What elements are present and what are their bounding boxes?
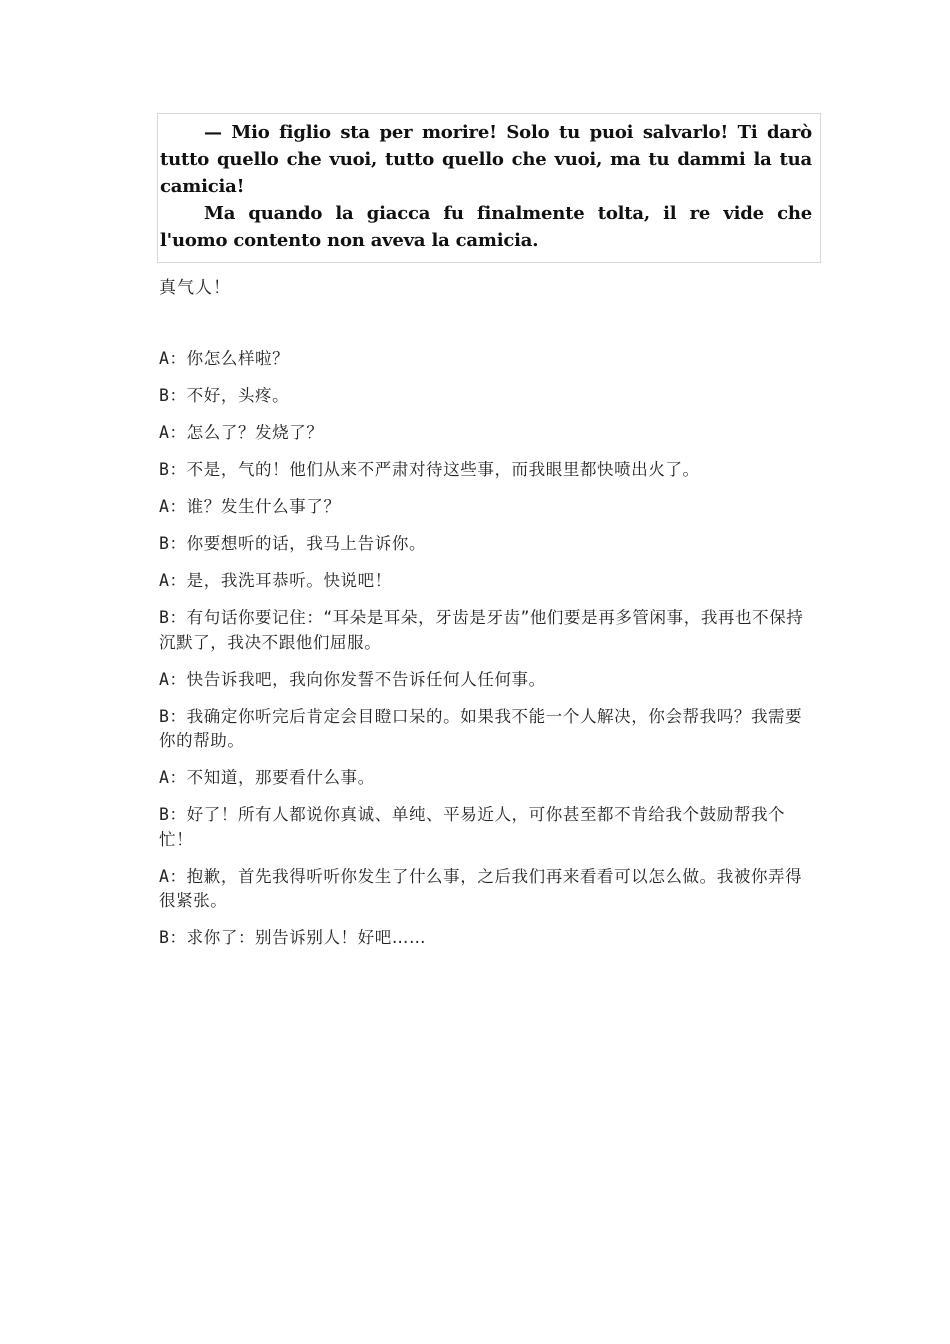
line-text: 有句话你要记住：“耳朵是耳朵，牙齿是牙齿”他们要是再多管闲事，我再也不保持沉默了，我决不跟他们屈服。 [159, 608, 804, 652]
dialogue-line [159, 766, 804, 791]
speaker-label: B： [159, 805, 187, 824]
scanned-paragraph-2: Ma quando la giacca fu finalmente tolta, il re vide che l'uomo contento non aveva la camicia. [160, 203, 812, 251]
line-text: 不知道，那要看什么事。 [186, 768, 375, 787]
speaker-label: B： [159, 460, 187, 479]
dialogue-line [159, 495, 804, 520]
scanned-text-image [157, 113, 821, 263]
scanned-text-body [158, 119, 818, 254]
speaker-label: A： [159, 423, 187, 442]
speaker-label: A： [159, 768, 187, 787]
line-text: 求你了：别告诉别人！好吧…… [186, 928, 427, 947]
speaker-label: A： [159, 349, 187, 368]
speaker-label: A： [159, 571, 187, 590]
line-text: 抱歉，首先我得听听你发生了什么事，之后我们再来看看可以怎么做。我被你弄得很紧张。 [159, 866, 803, 910]
dialogue-line [159, 532, 804, 557]
line-text: 好了！所有人都说你真诚、单纯、平易近人，可你甚至都不肯给我个鼓励帮我个忙！ [159, 805, 786, 849]
line-text: 你要想听的话，我马上告诉你。 [186, 534, 427, 553]
dialogue-line [159, 421, 804, 446]
speaker-label: A： [159, 866, 187, 886]
dialogue-line [159, 347, 804, 372]
scanned-paragraph-1: — Mio figlio sta per morire! Solo tu puoi salvarlo! Ti darò tutto quello che vuoi, tutto quello che vuoi, ma tu dammi la tua camicia! [160, 122, 812, 197]
speaker-label: B： [159, 608, 187, 627]
speaker-label: A： [159, 669, 187, 689]
dialogue-line [159, 926, 804, 951]
dialogue-line [159, 569, 804, 594]
line-text: 我确定你听完后肯定会目瞪口呆的。如果我不能一个人解决，你会帮我吗？我需要你的帮助。 [159, 706, 803, 750]
line-text: 你怎么样啦？ [186, 349, 290, 368]
line-text: 快告诉我吧，我向你发誓不告诉任何人任何事。 [186, 669, 546, 689]
speaker-label: A： [159, 497, 187, 516]
line-text: 谁？发生什么事了？ [186, 497, 341, 516]
speaker-label: B： [159, 534, 187, 553]
dialogue-line [159, 606, 804, 655]
dialogue-line [159, 668, 804, 693]
line-text: 不好，头疼。 [186, 386, 290, 405]
dialogue-list [159, 347, 804, 963]
line-text: 不是，气的！他们从来不严肃对待这些事，而我眼里都快喷出火了。 [186, 460, 700, 479]
line-text: 是，我洗耳恭听。快说吧！ [186, 571, 392, 590]
dialogue-line [159, 384, 804, 409]
dialogue-line [159, 803, 804, 852]
dialogue-title: 真气人！ [159, 278, 231, 298]
dialogue-line [159, 865, 804, 914]
dialogue-line [159, 705, 804, 754]
speaker-label: B： [159, 928, 187, 947]
dialogue-line [159, 458, 804, 483]
speaker-label: B： [159, 386, 187, 405]
line-text: 怎么了？发烧了？ [186, 423, 324, 442]
speaker-label: B： [159, 706, 187, 726]
